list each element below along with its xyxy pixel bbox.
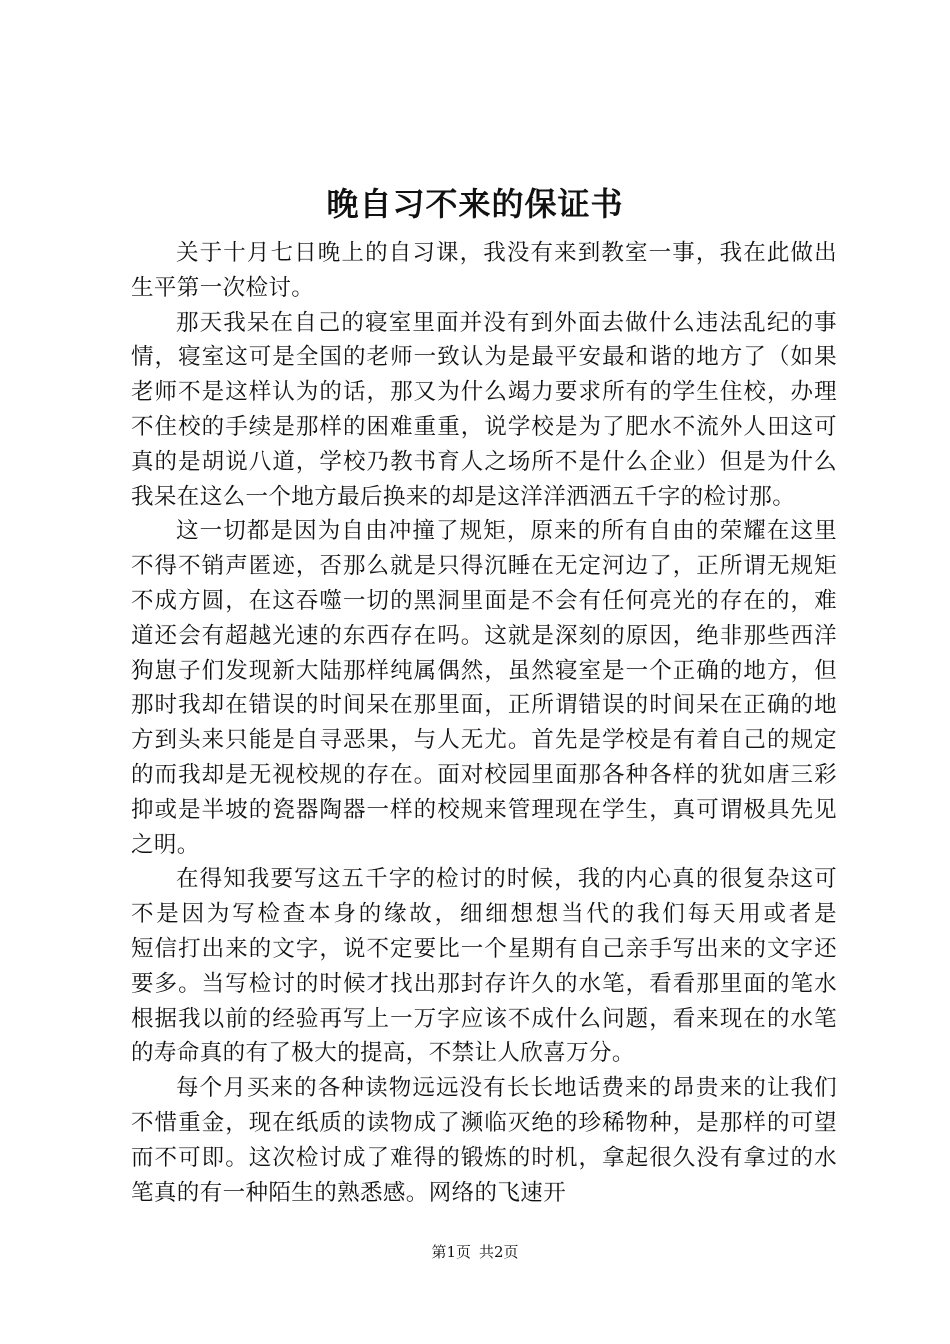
paragraph: 这一切都是因为自由冲撞了规矩，原来的所有自由的荣耀在这里不得不销声匿迹，否那么就是只得沉睡在无定河边了，正所谓无规矩不成方圆，在这吞噬一切的黑洞里面是不会有任何亮光的存在的，难道还会有超越光速的东西存在吗。这就是深刻的原因，绝非那些西洋狗崽子们发现新大陆那样纯属偶然，虽然寝室是一个正确的地方，但那时我却在错误的时间呆在那里面，正所谓错误的时间呆在正确的地方到头来只能是自寻恶果，与人无尤。首先是学校是有着自己的规定的而我却是无视校规的存在。面对校园里面那各种各样的犹如唐三彩抑或是半坡的瓷器陶器一样的校规来管理现在学生，真可谓极具先见之明。: [131, 518, 837, 858]
paragraph: 关于十月七日晚上的自习课，我没有来到教室一事，我在此做出生平第一次检讨。: [131, 240, 837, 301]
paragraph: 那天我呆在自己的寝室里面并没有到外面去做什么违法乱纪的事情，寝室这可是全国的老师一致认为是最平安最和谐的地方了（如果老师不是这样认为的话，那又为什么竭力要求所有的学生住校，办理不住校的手续是那样的困难重重，说学校是为了肥水不流外人田这可真的是胡说八道，学校乃教书育人之场所不是什么企业）但是为什么我呆在这么一个地方最后换来的却是这洋洋洒洒五千字的检讨那。: [131, 309, 837, 510]
page-number: 第1页: [431, 1243, 471, 1261]
paragraph: 每个月买来的各种读物远远没有长长地话费来的昂贵来的让我们不惜重金，现在纸质的读物成了濒临灭绝的珍稀物种，是那样的可望而不可即。这次检讨成了难得的锻炼的时机，拿起很久没有拿过的水笔真的有一种陌生的熟悉感。网络的飞速开: [131, 1075, 837, 1206]
page-footer: [0, 1242, 950, 1262]
paragraph: 在得知我要写这五千字的检讨的时候，我的内心真的很复杂这可不是因为写检查本身的缘故，细细想想当代的我们每天用或者是 短信打出来的文字，说不定要比一个星期有自己亲手写出来的文字还要多。当写检讨的时候才找出那封存许久的水笔，看看那里面的笔水根据我以前的经验再写上一万字应该不成什么问题，看来现在的水笔的寿命真的有了极大的提高，不禁让人欣喜万分。: [131, 866, 883, 1067]
page-total: 共2页: [479, 1243, 519, 1261]
document-title: 晚自习不来的保证书: [326, 185, 624, 223]
document-body: [131, 236, 883, 1210]
